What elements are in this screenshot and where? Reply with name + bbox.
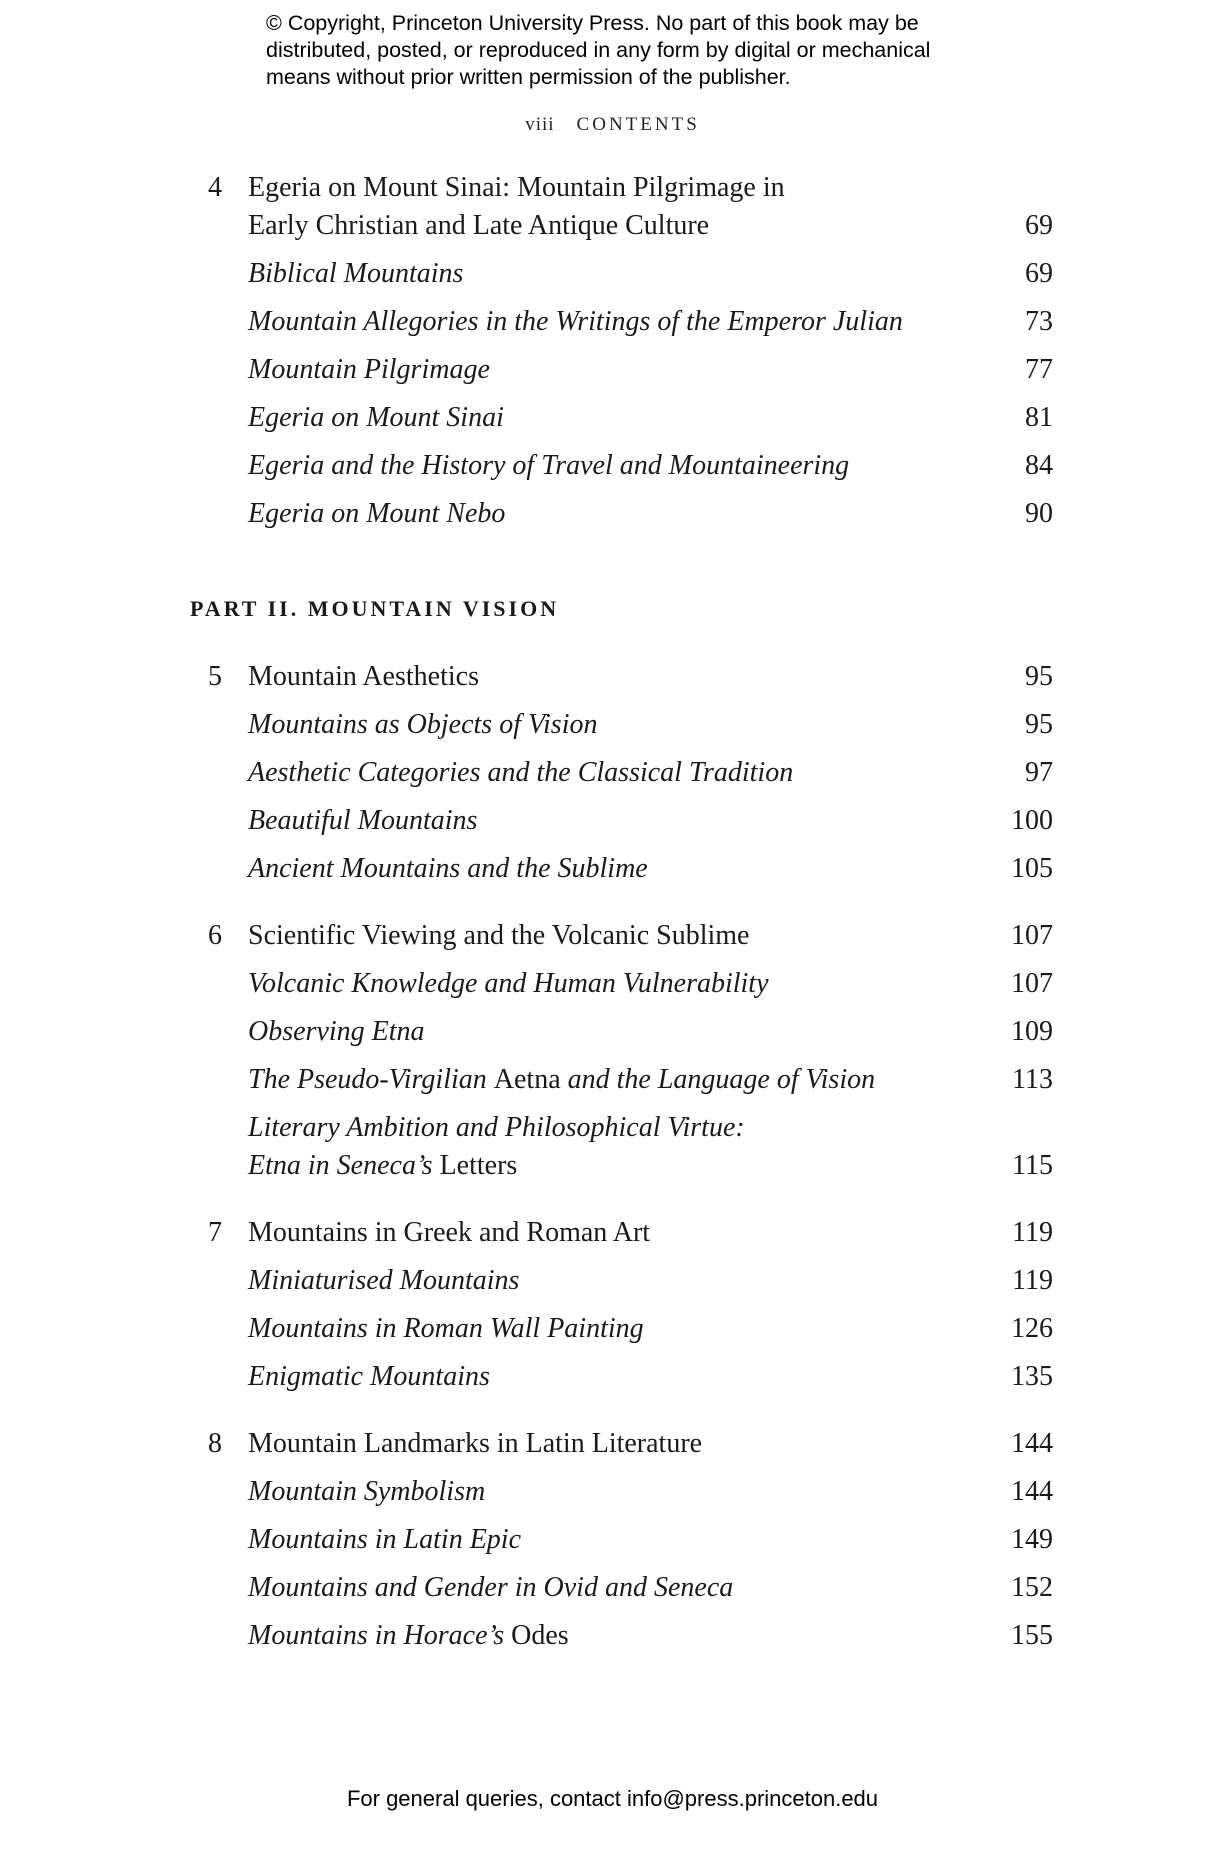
- page-number: 135: [1011, 1361, 1053, 1392]
- copyright-notice: [266, 10, 1026, 91]
- section-title: Egeria on Mount Nebo: [248, 498, 506, 529]
- page-number: 149: [1011, 1524, 1053, 1555]
- title-part: and the Language of Vision: [560, 1064, 876, 1095]
- section-entry[interactable]: [0, 446, 1225, 486]
- section-title: Beautiful Mountains: [248, 805, 478, 836]
- page-number: 119: [1012, 1265, 1053, 1296]
- section-title: Volcanic Knowledge and Human Vulnerability: [248, 968, 769, 999]
- section-entry[interactable]: [0, 350, 1225, 390]
- page-number: 73: [1025, 306, 1053, 337]
- work-title: Letters: [439, 1150, 518, 1181]
- section-entry[interactable]: [0, 1012, 1225, 1052]
- chapter-title: Scientific Viewing and the Volcanic Sublime: [248, 920, 750, 951]
- chapter-8-entry[interactable]: [0, 1424, 1225, 1464]
- section-entry[interactable]: [0, 801, 1225, 841]
- section-title: Biblical Mountains: [248, 258, 464, 289]
- section-entry[interactable]: [0, 254, 1225, 294]
- work-title: Aetna: [493, 1064, 561, 1095]
- section-entry[interactable]: [0, 753, 1225, 793]
- page-number: 90: [1025, 498, 1053, 529]
- section-title: Enigmatic Mountains: [248, 1361, 490, 1392]
- section-entry[interactable]: [0, 1309, 1225, 1349]
- section-entry[interactable]: [0, 398, 1225, 438]
- chapter-number: 6: [208, 920, 222, 951]
- running-head: [0, 114, 1225, 136]
- section-title: Aesthetic Categories and the Classical Tradition: [248, 757, 794, 788]
- page-folio: viii: [525, 114, 555, 135]
- section-title: Mountains in Roman Wall Painting: [248, 1313, 644, 1344]
- copyright-line: means without prior written permission of the publisher.: [266, 65, 791, 89]
- section-title: Miniaturised Mountains: [248, 1265, 520, 1296]
- page-number: 113: [1012, 1064, 1053, 1095]
- chapter-title: Mountain Aesthetics: [248, 661, 479, 692]
- page-number: 126: [1011, 1313, 1053, 1344]
- page-number: 107: [1011, 920, 1053, 951]
- section-entry[interactable]: [0, 1616, 1225, 1656]
- chapter-5-entry[interactable]: [0, 657, 1225, 697]
- section-title: Mountain Symbolism: [248, 1476, 486, 1507]
- section-title: [248, 1146, 517, 1186]
- section-title: Egeria on Mount Sinai: [248, 402, 504, 433]
- section-title: Mountain Pilgrimage: [248, 354, 490, 385]
- copyright-line: © Copyright, Princeton University Press. No part of this book may be: [266, 11, 919, 35]
- section-title: Ancient Mountains and the Sublime: [248, 853, 648, 884]
- page-number: 155: [1011, 1620, 1053, 1651]
- chapter-4-entry-continued[interactable]: [0, 206, 1225, 246]
- chapter-title: Mountain Landmarks in Latin Literature: [248, 1428, 703, 1459]
- page-number: 69: [1025, 258, 1053, 289]
- section-title: Literary Ambition and Philosophical Virtue:: [248, 1112, 745, 1143]
- page-number: 152: [1011, 1572, 1053, 1603]
- page-number: 95: [1025, 709, 1053, 740]
- page-number: 77: [1025, 354, 1053, 385]
- section-entry[interactable]: [0, 1357, 1225, 1397]
- work-title: Odes: [511, 1620, 569, 1651]
- section-title: [248, 1060, 875, 1100]
- chapter-number: 5: [208, 661, 222, 692]
- section-entry[interactable]: [0, 849, 1225, 889]
- footer-contact: For general queries, contact info@press.princeton.edu: [346, 1786, 879, 1811]
- section-entry[interactable]: [0, 302, 1225, 342]
- page-number: 81: [1025, 402, 1053, 433]
- chapter-title: Egeria on Mount Sinai: Mountain Pilgrimage in: [248, 172, 785, 203]
- section-title: [248, 1616, 569, 1656]
- page-number: 100: [1011, 805, 1053, 836]
- page-number: 144: [1011, 1428, 1053, 1459]
- title-part: The Pseudo-Virgilian: [248, 1064, 494, 1095]
- page-number: 105: [1011, 853, 1053, 884]
- section-entry[interactable]: [0, 1520, 1225, 1560]
- section-entry[interactable]: [0, 1108, 1225, 1148]
- chapter-7-entry[interactable]: [0, 1213, 1225, 1253]
- chapter-6-entry[interactable]: [0, 916, 1225, 956]
- page-number: 115: [1012, 1150, 1053, 1181]
- section-title: Mountains and Gender in Ovid and Seneca: [248, 1572, 734, 1603]
- chapter-number: 8: [208, 1428, 222, 1459]
- page-number: 107: [1011, 968, 1053, 999]
- chapter-title: Early Christian and Late Antique Culture: [248, 210, 710, 241]
- chapter-4-entry[interactable]: [0, 168, 1225, 208]
- section-title: Mountains in Latin Epic: [248, 1524, 521, 1555]
- page-number: 144: [1011, 1476, 1053, 1507]
- section-entry[interactable]: [0, 964, 1225, 1004]
- page-number: 84: [1025, 450, 1053, 481]
- title-part: Mountains in Horace’s: [248, 1620, 512, 1651]
- section-title: Observing Etna: [248, 1016, 425, 1047]
- running-head-title: CONTENTS: [576, 114, 700, 135]
- chapter-title: Mountains in Greek and Roman Art: [248, 1217, 651, 1248]
- copyright-line: distributed, posted, or reproduced in any form by digital or mechanical: [266, 38, 931, 62]
- title-part: Etna in Seneca’s: [248, 1150, 440, 1181]
- section-entry[interactable]: [0, 1261, 1225, 1301]
- chapter-number: 4: [208, 172, 222, 203]
- page-number: 97: [1025, 757, 1053, 788]
- section-title: Mountain Allegories in the Writings of the Emperor Julian: [248, 306, 903, 337]
- part-heading[interactable]: PART II. MOUNTAIN VISION: [190, 596, 560, 621]
- section-entry[interactable]: [0, 1568, 1225, 1608]
- section-title: Egeria and the History of Travel and Mountaineering: [248, 450, 850, 481]
- section-entry-continued[interactable]: [0, 1146, 1225, 1186]
- page-number: 95: [1025, 661, 1053, 692]
- section-entry[interactable]: [0, 1472, 1225, 1512]
- section-entry[interactable]: [0, 494, 1225, 534]
- page-number: 109: [1011, 1016, 1053, 1047]
- section-entry[interactable]: [0, 1060, 1225, 1100]
- page-number: 69: [1025, 210, 1053, 241]
- section-entry[interactable]: [0, 705, 1225, 745]
- chapter-number: 7: [208, 1217, 222, 1248]
- page-number: 119: [1012, 1217, 1053, 1248]
- section-title: Mountains as Objects of Vision: [248, 709, 598, 740]
